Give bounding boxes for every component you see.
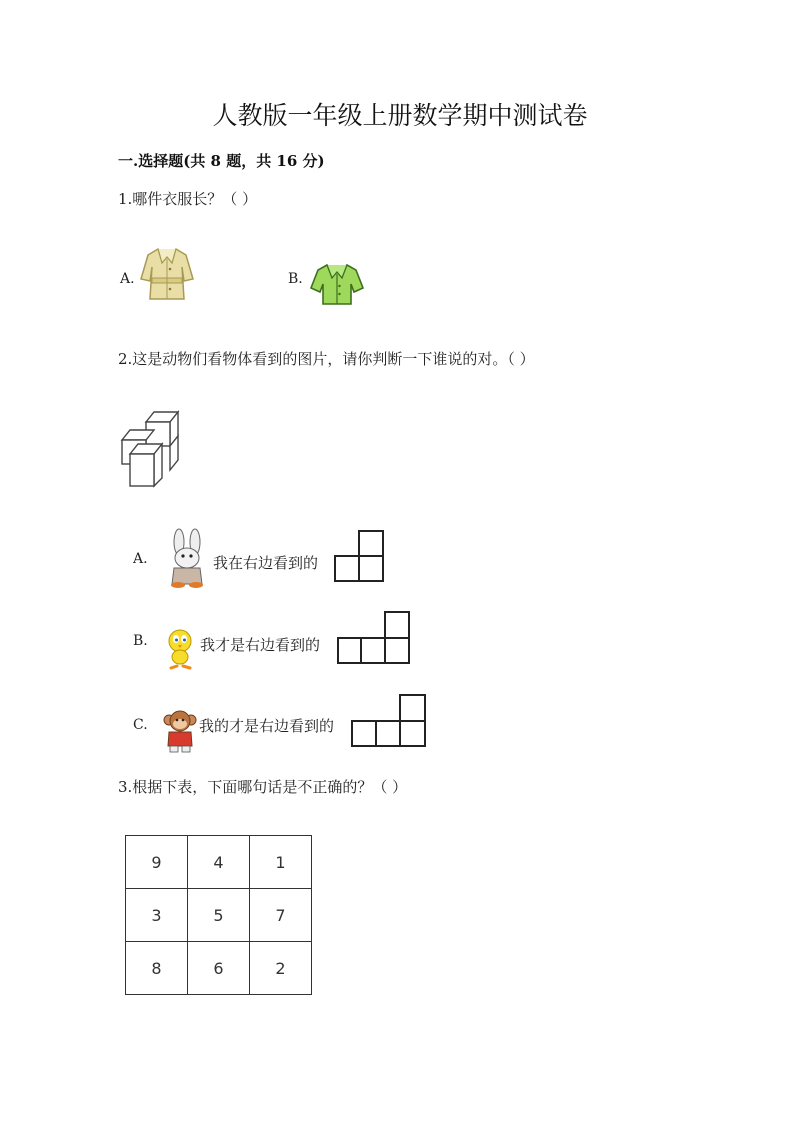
table-cell: 9 [126,836,188,889]
table-cell: 7 [250,889,312,942]
monkey-icon [160,708,200,754]
shirt-icon [310,262,364,306]
question-1-text: 1.哪件衣服长？（ ） [118,190,258,208]
section-heading: 一.选择题(共 8 题，共 16 分) [118,152,325,170]
q1-option-a-label: A. [120,271,135,287]
number-grid [125,835,312,995]
table-cell: 4 [188,836,250,889]
table-row [126,889,312,942]
q2-option-a-view [333,529,385,583]
coat-icon [138,245,196,303]
table-cell: 8 [126,942,188,995]
q2-option-c-speech: 我的才是右边看到的 [199,717,335,735]
question-2-text: 2.这是动物们看物体看到的图片，请你判断一下谁说的对。（ ） [118,350,535,368]
page-title: 人教版一年级上册数学期中测试卷 [212,101,588,130]
table-cell: 5 [188,889,250,942]
table-cell: 1 [250,836,312,889]
table-row [126,836,312,889]
q2-option-a-label: A. [133,551,148,567]
table-row [126,942,312,995]
q2-option-b-label: B. [133,633,148,649]
table-cell: 6 [188,942,250,995]
q2-option-b-view [336,610,412,666]
table-cell: 3 [126,889,188,942]
question-3-text: 3.根据下表，下面哪句话是不正确的？（ ） [118,778,408,796]
q1-option-b-label: B. [288,271,303,287]
cube-stack-figure [118,410,184,490]
q2-option-c-view [350,693,428,749]
q2-option-b-speech: 我才是右边看到的 [200,636,321,654]
rabbit-icon [162,530,212,588]
bird-icon [160,626,200,672]
q2-option-c-label: C. [133,717,148,733]
q2-option-a-speech: 我在右边看到的 [213,554,319,572]
table-cell: 2 [250,942,312,995]
